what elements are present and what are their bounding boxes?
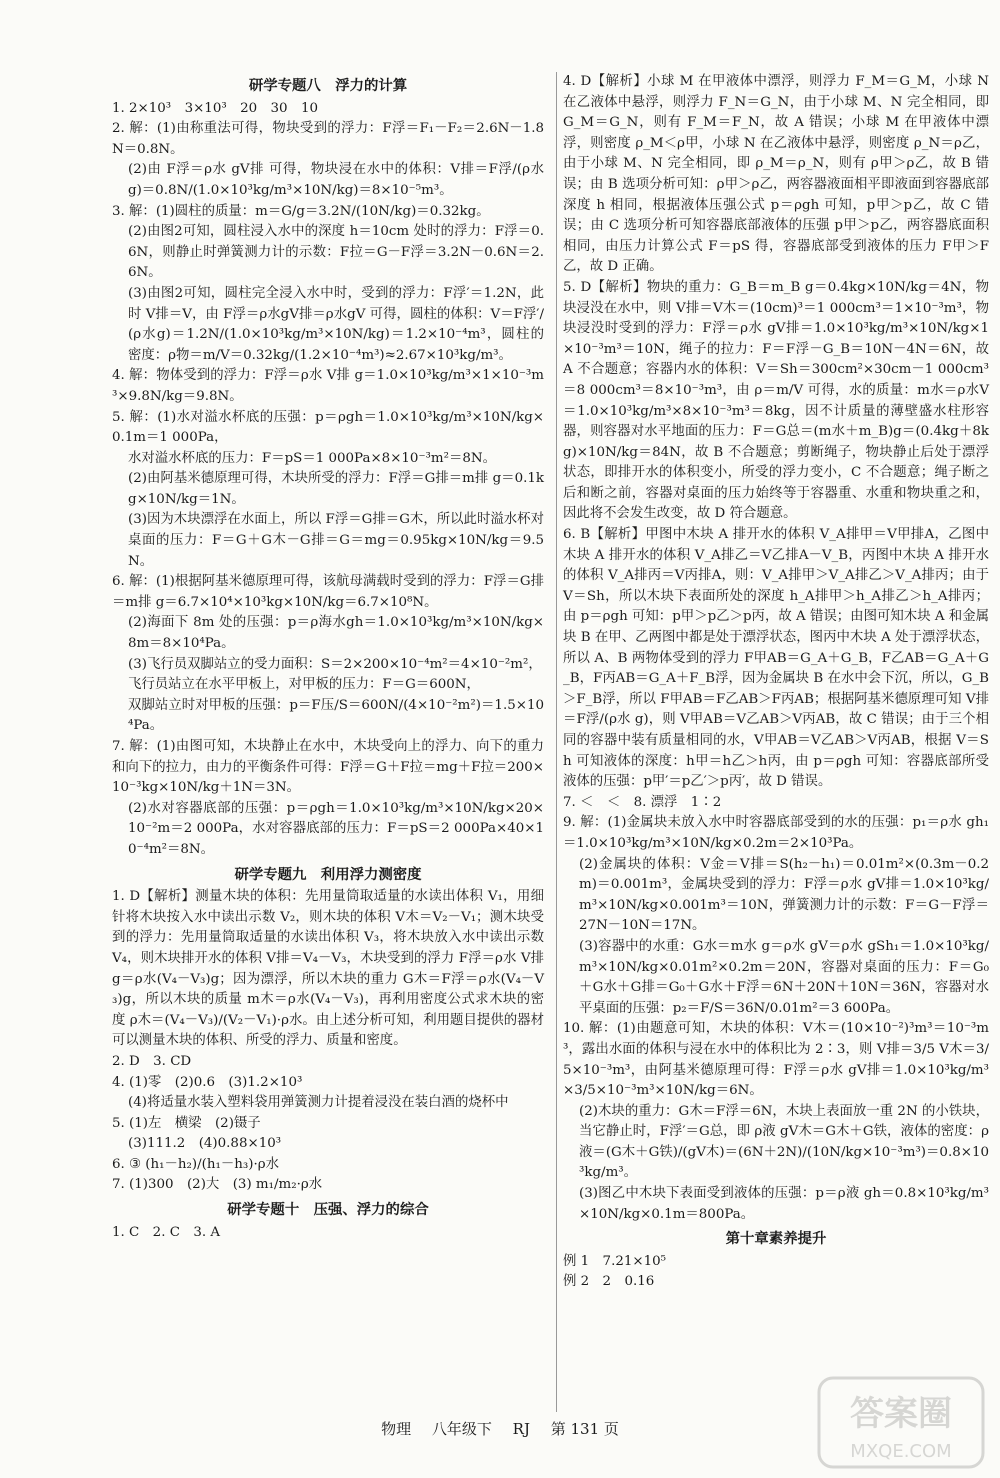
answer-paragraph: 1. 2×10³ 3×10³ 20 30 10 [112, 100, 319, 116]
answer-paragraph: (3)111.2 (4)0.88×10³ [128, 1136, 282, 1152]
watermark-text: 答案圈 [850, 1394, 952, 1434]
answer-paragraph: (2)水对容器底部的压强：p＝ρgh＝1.0×10³kg/m³×10N/kg×20×10⁻²m＝2 000Pa，水对容器底部的压力：F＝pS＝2 000Pa×40×10⁻⁴m²＝8N。 [128, 800, 544, 857]
footer-subject: 物理 [381, 1420, 412, 1438]
answer-paragraph: 7. ＜ ＜ 8. 漂浮 1∶2 [563, 794, 722, 810]
section-heading: 研学专题八 浮力的计算 [248, 78, 408, 94]
answer-paragraph: (2)金属块的体积：V金＝V排＝S(h₂－h₁)＝0.01m²×(0.3m－0.2m)＝0.001m³，金属块受到的浮力：F浮＝ρ水 gV排＝1.0×10³kg/m³×10N/kg×0.001m³＝10N，弹簧测力计的示数：F＝G－F浮＝27N－10N＝17N。 [579, 856, 989, 934]
footer-page-number: 第 131 页 [550, 1420, 619, 1438]
answer-paragraph: 4. D【解析】小球 M 在甲液体中漂浮，则浮力 F_M＝G_M，小球 N 在乙液体中悬浮，则浮力 F_N＝G_N，由于小球 M、N 完全相同，即 G_M＝G_N，则有 F_M＝F_N，故 A 错误；小球 M 在甲液体中漂浮，则密度 ρ_M＜ρ甲，小球 N 在乙液体中悬浮，则密度 ρ_N＝ρ乙，由于小球 M、N 完全相同，即 ρ_M＝ρ_N，则有 ρ甲＞ρ乙，故 B 错误；由 B 选项分析可知：ρ甲＞ρ乙，两容器液面相平即液面到容器底部深度 h 相同，根据液体压强公式 p＝ρgh 可知，p甲＞p乙，故 C 错误；由 C 选项分析可知容器底部液体的压强 p甲＞p乙，两容器底面积相同，由压力计算公式 F＝pS 得，容器底部受到液体的压力 F甲＞F乙，故 D 正确。 [563, 74, 989, 275]
watermark-logo [816, 1375, 986, 1470]
answer-paragraph: 10. 解：(1)由题意可知，木块的体积：V木＝(10×10⁻²)³m³＝10⁻³m³，露出水面的体积与浸在水中的体积比为 2∶3，则 V排＝3/5 V木＝3/5×10⁻³m³，由阿基米德原理可得：F浮＝ρ水 gV排＝1.0×10³kg/m³×3/5×10⁻³m³×10N/kg＝6N。 [563, 1021, 989, 1099]
answer-paragraph: 6. B【解析】甲图中木块 A 排开水的体积 V_A排甲＝V甲排A，乙图中木块 A 排开水的体积 V_A排乙＝V乙排A－V_B，丙图中木块 A 排开水的体积 V_A排丙＝V丙排A，则：V_A排甲＞V_A排乙＞V_A排丙；由于 V＝Sh，所以木块下表面所处的深度 h_A排甲＞h_A排乙＞h_A排丙；由 p＝ρgh 可知：p甲＞p乙＞p丙，故 A 错误；由图可知木块 A 和金属块 B 在甲、乙两图中都是处于漂浮状态，图丙中木块 A 处于漂浮状态，所以 A、B 两物体受到的浮力 F甲AB＝G_A＋G_B，F乙AB＝G_A＋G_B，F丙AB＝G_A＋F_B浮，因为金属块 B 在水中会下沉，所以，G_B＞F_B浮，所以 F甲AB＝F乙AB＞F丙AB；根据阿基米德原理可知 V排＝F浮/(ρ水 g)，则 V甲AB＝V乙AB＞V丙AB，故 C 错误；由于三个相同的容器中装有质量相同的水，V甲AB＝V乙AB＞V丙AB，根据 V＝Sh 可知液体的深度：h甲＝h乙＞h丙，由 p＝ρgh 可知：容器底部所受液体的压强：p甲′＝p乙′＞p丙′，故 D 错误。 [563, 527, 989, 790]
answer-paragraph: (3)图乙中木块下表面受到液体的压强：p＝ρ液 gh＝0.8×10³kg/m³×10N/kg×0.1m＝800Pa。 [579, 1186, 989, 1222]
answer-paragraph: (3)由图2可知，圆柱完全浸入水中时，受到的浮力：F浮′＝1.2N，此时 V排＝V，由 F浮＝ρ水gV排＝ρ水gV 可得，圆柱的体积：V＝F浮′/(ρ水g)＝1.2N/(1.0×10³kg/m³×10N/kg)＝1.2×10⁻⁴m³，圆柱的密度：ρ物＝m/V＝0.32kg/(1.2×10⁻⁴m³)≈2.67×10³kg/m³。 [128, 285, 544, 363]
answer-paragraph: 7. (1)300 (2)大 (3) m₁/m₂·ρ水 [112, 1177, 323, 1193]
answer-paragraph: (4)将适量水装入塑料袋用弹簧测力计提着浸没在装白酒的烧杯中 [128, 1095, 509, 1111]
answer-paragraph: 2. D 3. CD [112, 1053, 192, 1069]
answer-paragraph: (2)海面下 8m 处的压强：p＝ρ海水gh＝1.0×10³kg/m³×10N/kg×8m＝8×10⁴Pa。 [128, 615, 544, 652]
answer-paragraph: 3. 解：(1)圆柱的质量：m＝G/g＝3.2N/(10N/kg)＝0.32kg。 [112, 203, 490, 219]
answer-paragraph: 5. 解：(1)水对溢水杯底的压强：p＝ρgh＝1.0×10³kg/m³×10N/kg×0.1m＝1 000Pa， [112, 409, 544, 446]
answer-paragraph: 1. C 2. C 3. A [112, 1224, 221, 1240]
footer-grade: 八年级下 [431, 1420, 492, 1438]
answer-paragraph: 6. ③ (h₁－h₂)/(h₁－h₃)·ρ水 [112, 1156, 279, 1172]
answer-paragraph: (3)飞行员双脚站立的受力面积：S＝2×200×10⁻⁴m²＝4×10⁻²m²， [128, 656, 542, 672]
left-column [112, 72, 544, 1243]
answer-paragraph: 双脚站立时对甲板的压强：p＝F压/S＝600N/(4×10⁻²m²)＝1.5×10⁴Pa。 [128, 697, 544, 734]
answer-paragraph: (3)容器中的水重：G水＝m水 g＝ρ水 gV＝ρ水 gSh₁＝1.0×10³kg/m³×10N/kg×0.01m²×0.2m＝20N，容器对桌面的压力：F＝G₀＋G水＋G排＝G₀＋G水＋F浮＝6N＋20N＋10N＝36N，容器对水平桌面的压强：p₂＝F/S＝36N/0.01m²＝3 600Pa。 [579, 938, 989, 1016]
answer-paragraph: 4. 解：物体受到的浮力：F浮＝ρ水 V排 g＝1.0×10³kg/m³×1×10⁻³m³×9.8N/kg＝9.8N。 [112, 368, 544, 404]
answer-paragraph: (3)因为木块漂浮在水面上，所以 F浮＝G排＝G木，所以此时溢水杯对桌面的压力：F＝G＋G木－G排＝G＝mg＝0.95kg×10N/kg＝9.5N。 [128, 512, 544, 569]
answer-paragraph: 例 1 7.21×10⁵ [563, 1253, 666, 1269]
answer-paragraph: 5. (1)左 横梁 (2)镊子 [112, 1115, 261, 1131]
answer-paragraph: 4. (1)零 (2)0.6 (3)1.2×10³ [112, 1074, 303, 1090]
answer-paragraph: 7. 解：(1)由图可知，木块静止在水中，木块受向上的浮力、向下的重力和向下的拉力，由力的平衡条件可得：F浮＝G＋F拉＝mg＋F拉＝200×10⁻³kg×10N/kg＋1N＝3N。 [112, 739, 544, 796]
section-heading: 研学专题十 压强、浮力的综合 [227, 1202, 429, 1219]
section-heading: 研学专题九 利用浮力测密度 [234, 866, 422, 883]
answer-paragraph: (2)由阿基米德原理可得，木块所受的浮力：F浮＝G排＝m排 g＝0.1kg×10N/kg＝1N。 [128, 471, 544, 507]
answer-paragraph: 9. 解：(1)金属块未放入水中时容器底部受到的水的压强：p₁＝ρ水 gh₁＝1.0×10³kg/m³×10N/kg×0.2m＝2×10³Pa。 [563, 815, 989, 851]
section-heading: 第十章素养提升 [725, 1231, 827, 1248]
answer-paragraph: 飞行员站立在水平甲板上，对甲板的压力：F＝G＝600N， [128, 677, 480, 693]
answer-paragraph: (2)由图2可知，圆柱浸入水中的深度 h＝10cm 处时的浮力：F浮＝0.6N，则静止时弹簧测力计的示数：F拉＝G－F浮＝3.2N－0.6N＝2.6N。 [128, 224, 544, 281]
answer-paragraph: 例 2 2 0.16 [563, 1274, 655, 1290]
watermark-url: MXQE.COM [850, 1441, 952, 1462]
answer-paragraph: (2)由 F浮＝ρ水 gV排 可得，物块浸在水中的体积：V排＝F浮/(ρ水 g)＝0.8N/(1.0×10³kg/m³×10N/kg)＝8×10⁻⁵m³。 [128, 162, 544, 198]
answer-paragraph: (2)木块的重力：G木＝F浮＝6N，木块上表面放一重 2N 的小铁块，当它静止时，F浮′＝G总，即 ρ液 gV木＝G木＋G铁，液体的密度：ρ液＝(G木＋G铁)/(gV木)＝(6N＋2N)/(10N/kg×10⁻³m³)＝0.8×10³kg/m³。 [579, 1103, 989, 1181]
answer-paragraph: 水对溢水杯底的压力：F＝pS＝1 000Pa×8×10⁻³m²＝8N。 [128, 450, 496, 466]
answer-paragraph: 6. 解：(1)根据阿基米德原理可得，该航母满载时受到的浮力：F浮＝G排＝m排 g＝6.7×10⁴×10³kg×10N/kg＝6.7×10⁸N。 [112, 574, 544, 610]
right-column [556, 72, 989, 1412]
answer-paragraph: 5. D【解析】物块的重力：G_B＝m_B g＝0.4kg×10N/kg＝4N，物块浸没在水中，则 V排＝V木＝(10cm)³＝1 000cm³＝1×10⁻³m³，物块浸没时受到的浮力：F浮＝ρ水 gV排＝1.0×10³kg/m³×10N/kg×1×10⁻³m³＝10N，绳子的拉力：F＝F浮－G_B＝10N－4N＝6N，故 A 不合题意；容器内水的体积：V＝Sh＝300cm²×30cm－1 000cm³＝8 000cm³＝8×10⁻³m³，由 ρ＝m/V 可得，水的质量：m水＝ρ水V＝1.0×10³kg/m³×8×10⁻³m³＝8kg，因不计质量的薄壁盛水柱形容器，则容器对水平地面的压力：F＝G总＝(m水＋m_B)g＝(0.4kg＋8kg)×10N/kg＝84N，故 B 不合题意；剪断绳子，物块静止后处于漂浮状态，即排开水的体积变小，所受的浮力变小，C 不合题意；绳子断之后和断之前，容器对桌面的压力始终等于容器重、水重和物块重之和，因此将不会发生改变，故 D 符合题意。 [563, 279, 989, 522]
answer-paragraph: 2. 解：(1)由称重法可得，物块受到的浮力：F浮＝F₁－F₂＝2.6N－1.8N＝0.8N。 [112, 121, 544, 157]
answer-paragraph: 1. D【解析】测量木块的体积：先用量筒取适量的水读出体积 V₁，用细针将木块按入水中读出示数 V₂，则木块的体积 V木＝V₂－V₁；测木块受到的浮力：先用量筒取适量的水读出体积 V₃，将木块放入水中读出示数 V₄，则木块排开水的体积 V排＝V₄－V₃，木块受到的浮力 F浮＝ρ水 V排 g＝ρ水(V₄－V₃)g；因为漂浮，所以木块的重力 G木＝F浮＝ρ水(V₄－V₃)g，所以木块的质量 m木＝ρ水(V₄－V₃)，再利用密度公式求木块的密度 ρ木＝(V₄－V₃)/(V₂－V₁)·ρ水。由上述分析可知，利用题目提供的器材可以测量木块的体积、所受的浮力、质量和密度。 [112, 889, 544, 1049]
footer-edition: RJ [512, 1420, 530, 1438]
